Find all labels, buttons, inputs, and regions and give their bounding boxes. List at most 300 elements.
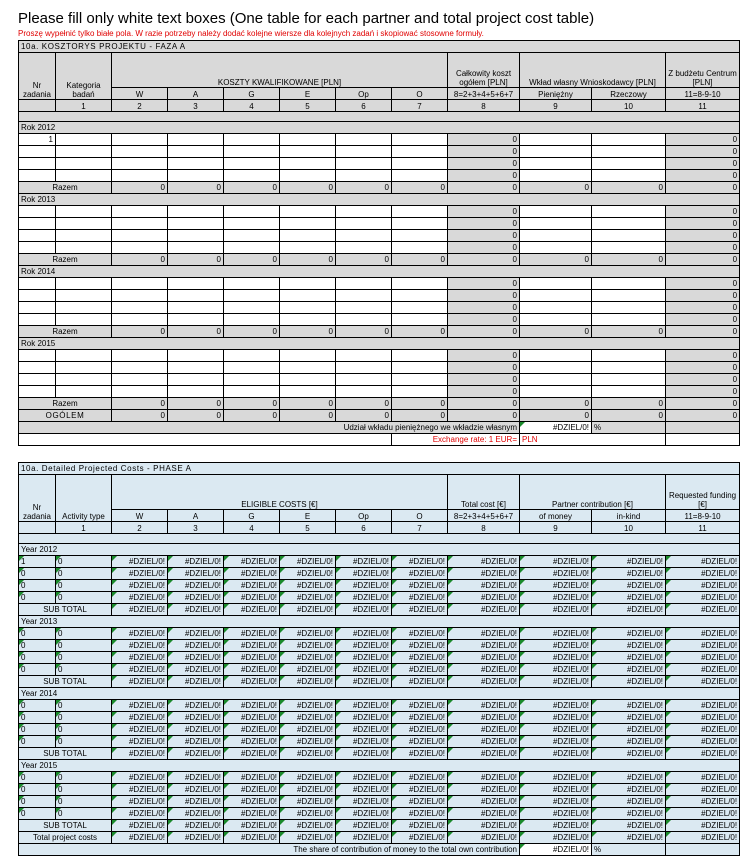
cost-input[interactable] [280,278,336,290]
inkind-input[interactable] [592,242,666,254]
cost-input[interactable] [112,278,168,290]
error-value: #DZIEL/0! [224,712,280,724]
year-row [19,544,740,556]
category-input[interactable] [56,290,112,302]
subtotal-value: 0 [666,326,740,338]
grand-total-value: 0 [280,410,336,422]
cost-input[interactable] [280,230,336,242]
cost-input[interactable] [336,242,392,254]
money-input[interactable] [520,170,592,182]
funding-value: 0 [666,218,740,230]
column-number: 7 [392,100,448,112]
cost-input[interactable] [168,386,224,398]
subtotal-value: 0 [392,326,448,338]
subheader-cell: of money [520,510,592,522]
category-input[interactable] [56,386,112,398]
inkind-input[interactable] [592,278,666,290]
category-input[interactable] [56,314,112,326]
activity-type: 0 [56,568,112,580]
category-input[interactable] [56,350,112,362]
cost-input[interactable] [224,158,280,170]
cost-input[interactable] [168,290,224,302]
money-input[interactable] [520,350,592,362]
cost-input[interactable] [336,386,392,398]
subtotal-value: 0 [392,398,448,410]
cost-input[interactable] [168,134,224,146]
cost-input[interactable] [392,386,448,398]
inkind-input[interactable] [592,290,666,302]
grand-total-label: Total project costs [19,832,112,844]
error-value: #DZIEL/0! [592,772,666,784]
cost-input[interactable] [280,362,336,374]
money-input[interactable] [520,242,592,254]
cost-input[interactable] [280,146,336,158]
error-value: #DZIEL/0! [336,784,392,796]
cost-input[interactable] [224,314,280,326]
funding-value: 0 [666,230,740,242]
task-number-input[interactable] [19,362,56,374]
cost-input[interactable] [280,134,336,146]
cost-input[interactable] [280,374,336,386]
cell [666,422,740,434]
subtotal-label: Razem [19,254,112,266]
cost-input[interactable] [280,158,336,170]
funding-value: 0 [666,302,740,314]
task-number-input[interactable] [19,218,56,230]
money-input[interactable] [520,146,592,158]
error-value: #DZIEL/0! [392,652,448,664]
error-value: #DZIEL/0! [392,664,448,676]
task-number-input[interactable] [19,242,56,254]
task-number-input[interactable] [19,350,56,362]
category-input[interactable] [56,230,112,242]
error-value: #DZIEL/0! [448,808,520,820]
error-value: #DZIEL/0! [520,772,592,784]
cost-input[interactable] [112,170,168,182]
subtotal-value: #DZIEL/0! [112,820,168,832]
cost-input[interactable] [336,230,392,242]
grand-total-row [19,832,740,844]
category-input[interactable] [56,302,112,314]
task-number-input[interactable] [19,278,56,290]
inkind-input[interactable] [592,350,666,362]
error-value: #DZIEL/0! [592,628,666,640]
category-input[interactable] [56,146,112,158]
cost-input[interactable] [168,374,224,386]
subtotal-value: #DZIEL/0! [592,748,666,760]
spacer [19,112,740,122]
cost-input[interactable] [336,146,392,158]
error-value: #DZIEL/0! [336,568,392,580]
cost-input[interactable] [168,206,224,218]
inkind-input[interactable] [592,134,666,146]
error-value: #DZIEL/0! [666,592,740,604]
funding-value: 0 [666,350,740,362]
cost-input[interactable] [224,290,280,302]
cost-input[interactable] [336,290,392,302]
error-value: #DZIEL/0! [392,724,448,736]
task-number-input[interactable] [19,230,56,242]
cost-input[interactable] [336,314,392,326]
error-value: #DZIEL/0! [112,664,168,676]
cost-input[interactable] [392,374,448,386]
task-number: 1 [19,556,56,568]
cost-input[interactable] [392,230,448,242]
table-row [19,230,740,242]
error-value: #DZIEL/0! [224,700,280,712]
column-number: 7 [392,522,448,534]
column-number: 4 [224,522,280,534]
cost-input[interactable] [112,350,168,362]
grand-total-value: 0 [112,410,168,422]
year-label: Year 2014 [19,688,740,700]
error-value: #DZIEL/0! [592,808,666,820]
cost-input[interactable] [168,218,224,230]
money-input[interactable] [520,386,592,398]
cost-input[interactable] [336,374,392,386]
error-value: #DZIEL/0! [392,736,448,748]
cost-input[interactable] [224,170,280,182]
error-value: #DZIEL/0! [448,724,520,736]
error-value: #DZIEL/0! [520,808,592,820]
error-value: #DZIEL/0! [392,568,448,580]
subtotal-value: #DZIEL/0! [666,604,740,616]
error-value: #DZIEL/0! [666,652,740,664]
subtotal-value: #DZIEL/0! [520,748,592,760]
category-input[interactable] [56,218,112,230]
inkind-input[interactable] [592,158,666,170]
cost-input[interactable] [112,362,168,374]
cost-input[interactable] [336,362,392,374]
cost-input[interactable] [168,230,224,242]
task-number-input[interactable] [19,374,56,386]
error-value: #DZIEL/0! [224,628,280,640]
funding-value: 0 [666,170,740,182]
cost-input[interactable] [392,206,448,218]
inkind-input[interactable] [592,230,666,242]
cost-input[interactable] [224,242,280,254]
cost-input[interactable] [168,170,224,182]
cost-input[interactable] [168,362,224,374]
cost-input[interactable] [168,146,224,158]
cost-input[interactable] [392,146,448,158]
cost-input[interactable] [224,218,280,230]
cost-input[interactable] [336,218,392,230]
money-input[interactable] [520,362,592,374]
cost-input[interactable] [168,158,224,170]
grand-total-value: #DZIEL/0! [280,832,336,844]
cost-input[interactable] [392,158,448,170]
col-contribution-header: Wkład własny Wnioskodawcy [PLN] [520,53,666,88]
subtotal-label: Razem [19,326,112,338]
task-number-input[interactable] [19,314,56,326]
cost-input[interactable] [392,290,448,302]
column-number: 1 [56,522,112,534]
subtotal-value: 0 [280,326,336,338]
cost-input[interactable] [224,146,280,158]
cost-input[interactable] [392,350,448,362]
cost-input[interactable] [392,302,448,314]
col-nr-header: Nr zadania [19,475,56,522]
cost-input[interactable] [168,350,224,362]
task-number-input[interactable] [19,386,56,398]
column-number: 10 [592,100,666,112]
cost-input[interactable] [392,314,448,326]
table-row [19,218,740,230]
cost-input[interactable] [224,278,280,290]
cost-input[interactable] [392,278,448,290]
cost-input[interactable] [280,350,336,362]
subtotal-value: #DZIEL/0! [112,748,168,760]
cost-input[interactable] [224,302,280,314]
subtotal-row [19,604,740,616]
error-value: #DZIEL/0! [520,556,592,568]
cost-input[interactable] [224,206,280,218]
activity-type: 0 [56,724,112,736]
task-number-input[interactable]: 1 [19,134,56,146]
cost-input[interactable] [112,386,168,398]
error-value: #DZIEL/0! [592,784,666,796]
subtotal-row [19,398,740,410]
subtotal-value: 0 [666,398,740,410]
cost-input[interactable] [112,218,168,230]
error-value: #DZIEL/0! [224,568,280,580]
subtotal-value: 0 [592,326,666,338]
activity-type: 0 [56,772,112,784]
cost-input[interactable] [280,170,336,182]
cost-input[interactable] [112,314,168,326]
number-row [19,100,740,112]
cost-input[interactable] [280,206,336,218]
category-input[interactable] [56,158,112,170]
cost-input[interactable] [168,242,224,254]
activity-type: 0 [56,592,112,604]
cost-input[interactable] [112,290,168,302]
money-input[interactable] [520,206,592,218]
cost-input[interactable] [280,302,336,314]
col-requested-header: Requested funding [€] [666,475,740,510]
year-row [19,760,740,772]
cost-input[interactable] [336,134,392,146]
share-label: The share of contribution of money to the total own contribution [19,844,520,856]
error-value: #DZIEL/0! [336,808,392,820]
error-value: #DZIEL/0! [224,784,280,796]
cost-input[interactable] [112,206,168,218]
cost-input[interactable] [336,350,392,362]
task-number-input[interactable] [19,158,56,170]
total-value: 0 [448,350,520,362]
exchange-rate-input[interactable]: PLN [520,434,666,446]
inkind-input[interactable] [592,362,666,374]
error-value: #DZIEL/0! [168,580,224,592]
error-value: #DZIEL/0! [224,592,280,604]
money-input[interactable] [520,218,592,230]
error-value: #DZIEL/0! [448,568,520,580]
money-input[interactable] [520,158,592,170]
grand-total-value: #DZIEL/0! [336,832,392,844]
category-input[interactable] [56,362,112,374]
error-value: #DZIEL/0! [666,808,740,820]
task-number: 0 [19,772,56,784]
col-partner-header: Partner contribution [€] [520,475,666,510]
col-eligible-header: ELIGIBLE COSTS [€] [112,475,448,510]
cost-input[interactable] [168,278,224,290]
task-number-input[interactable] [19,146,56,158]
inkind-input[interactable] [592,218,666,230]
money-input[interactable] [520,314,592,326]
total-value: 0 [448,134,520,146]
instructions-note: Proszę wypełnić tylko białe pola. W razie potrzeby należy dodać kolejne wiersze dla kolejnych zadań i skopiować stosowne formuły. [18,29,484,38]
money-input[interactable] [520,374,592,386]
cost-input[interactable] [336,170,392,182]
cost-input[interactable] [280,386,336,398]
subtotal-value: 0 [224,182,280,194]
cost-input[interactable] [392,218,448,230]
subtotal-value: #DZIEL/0! [224,748,280,760]
category-input[interactable] [56,134,112,146]
money-input[interactable] [520,290,592,302]
error-value: #DZIEL/0! [336,700,392,712]
error-value: #DZIEL/0! [280,592,336,604]
inkind-input[interactable] [592,374,666,386]
cost-input[interactable] [336,302,392,314]
error-value: #DZIEL/0! [336,640,392,652]
cost-input[interactable] [168,314,224,326]
subheader-cell: E [280,510,336,522]
table-row [19,808,740,820]
grand-total-value: 0 [666,410,740,422]
error-value: #DZIEL/0! [592,652,666,664]
funding-value: 0 [666,374,740,386]
inkind-input[interactable] [592,386,666,398]
category-input[interactable] [56,374,112,386]
error-value: #DZIEL/0! [392,556,448,568]
error-value: #DZIEL/0! [448,652,520,664]
cost-input[interactable] [224,374,280,386]
subtotal-value: 0 [392,254,448,266]
table-row [19,206,740,218]
cost-input[interactable] [168,302,224,314]
cost-input[interactable] [112,302,168,314]
error-value: #DZIEL/0! [592,796,666,808]
cost-input[interactable] [336,206,392,218]
col-category-header: Kategoria badań [56,53,112,100]
table-row [19,568,740,580]
error-value: #DZIEL/0! [592,640,666,652]
cost-input[interactable] [336,158,392,170]
column-number: 11 [666,522,740,534]
task-number-input[interactable] [19,170,56,182]
cost-input[interactable] [280,218,336,230]
cost-input[interactable] [280,314,336,326]
error-value: #DZIEL/0! [224,772,280,784]
grand-total-value: #DZIEL/0! [520,832,592,844]
money-input[interactable] [520,278,592,290]
subtotal-value: 0 [224,326,280,338]
share-label: Udział wkładu pieniężnego we wkładzie własnym [19,422,520,434]
subtotal-label: Razem [19,398,112,410]
col-funding-header: Z budżetu Centrum [PLN] [666,53,740,88]
category-input[interactable] [56,278,112,290]
task-number-input[interactable] [19,302,56,314]
table-row [19,302,740,314]
error-value: #DZIEL/0! [666,724,740,736]
inkind-input[interactable] [592,206,666,218]
category-input[interactable] [56,206,112,218]
cost-input[interactable] [392,362,448,374]
cost-input[interactable] [280,290,336,302]
error-value: #DZIEL/0! [336,736,392,748]
subtotal-value: 0 [336,398,392,410]
inkind-input[interactable] [592,170,666,182]
cost-input[interactable] [224,362,280,374]
error-value: #DZIEL/0! [280,628,336,640]
cost-input[interactable] [112,134,168,146]
money-input[interactable] [520,134,592,146]
category-input[interactable] [56,170,112,182]
task-number: 0 [19,700,56,712]
cost-input[interactable] [224,350,280,362]
activity-type: 0 [56,640,112,652]
cost-input[interactable] [112,146,168,158]
total-value: 0 [448,362,520,374]
error-value: #DZIEL/0! [520,784,592,796]
subtotal-value: 0 [112,182,168,194]
money-input[interactable] [520,302,592,314]
table-row [19,712,740,724]
subheader-cell: Op [336,88,392,100]
activity-type: 0 [56,808,112,820]
cost-input[interactable] [112,158,168,170]
inkind-input[interactable] [592,314,666,326]
subtotal-value: 0 [168,182,224,194]
error-value: #DZIEL/0! [448,700,520,712]
error-value: #DZIEL/0! [168,736,224,748]
error-value: #DZIEL/0! [392,700,448,712]
cost-input[interactable] [112,230,168,242]
cost-input[interactable] [392,134,448,146]
cost-input[interactable] [224,386,280,398]
column-number: 6 [336,522,392,534]
subtotal-value: 0 [336,182,392,194]
money-input[interactable] [520,230,592,242]
cost-input[interactable] [112,374,168,386]
task-number-input[interactable] [19,206,56,218]
inkind-input[interactable] [592,146,666,158]
share-value: #DZIEL/0! [520,844,592,856]
category-input[interactable] [56,242,112,254]
cost-input[interactable] [224,230,280,242]
cost-input[interactable] [280,242,336,254]
subtotal-value: #DZIEL/0! [336,748,392,760]
cost-input[interactable] [392,242,448,254]
cost-input[interactable] [224,134,280,146]
error-value: #DZIEL/0! [112,568,168,580]
error-value: #DZIEL/0! [392,628,448,640]
cost-input[interactable] [112,242,168,254]
total-value: 0 [448,230,520,242]
task-number-input[interactable] [19,290,56,302]
error-value: #DZIEL/0! [520,592,592,604]
column-number: 9 [520,100,592,112]
error-value: #DZIEL/0! [280,568,336,580]
cost-input[interactable] [392,170,448,182]
error-value: #DZIEL/0! [336,724,392,736]
error-value: #DZIEL/0! [112,736,168,748]
cost-input[interactable] [336,278,392,290]
inkind-input[interactable] [592,302,666,314]
error-value: #DZIEL/0! [448,664,520,676]
